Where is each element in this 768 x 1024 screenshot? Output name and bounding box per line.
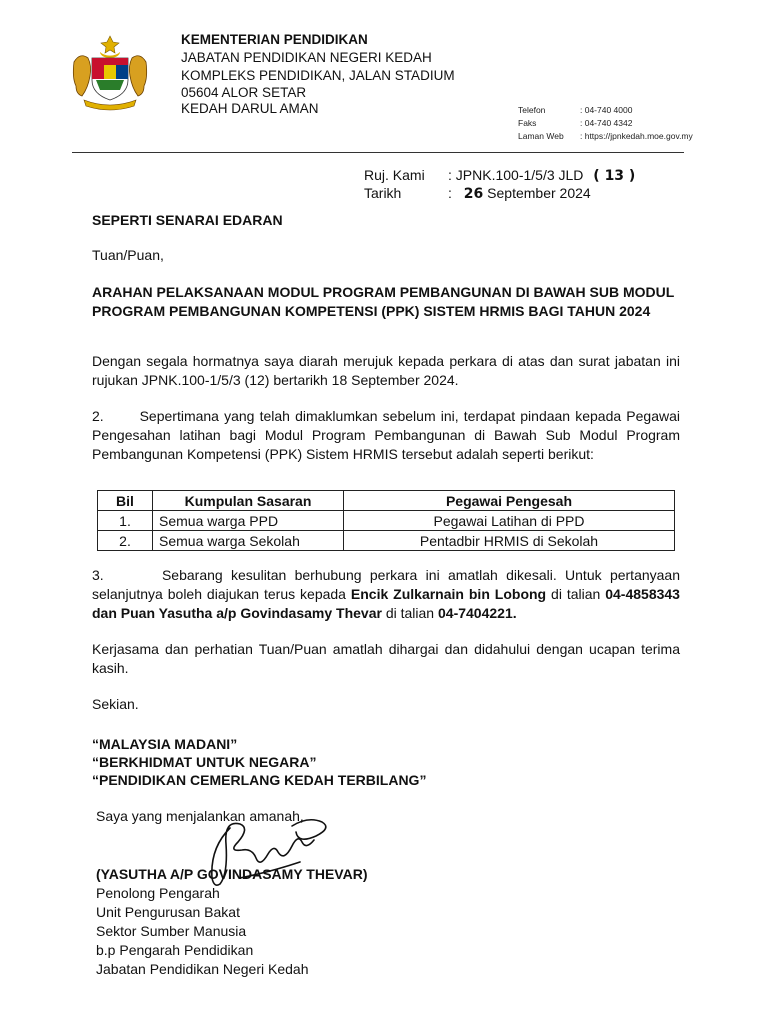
slogan-3: “PENDIDIKAN CEMERLANG KEDAH TERBILANG” bbox=[92, 772, 427, 788]
sign-off: Saya yang menjalankan amanah, bbox=[96, 808, 304, 824]
paragraph-1: Dengan segala hormatnya saya diarah merujuk kepada perkara di atas dan surat jabatan ini rujukan JPNK.100-1/5/3 (12) bertarikh 18 September 2024. bbox=[92, 353, 680, 388]
tarikh-label: Tarikh bbox=[364, 185, 402, 201]
ministry-name: KEMENTERIAN PENDIDIKAN bbox=[181, 32, 368, 47]
para-3-mid-2: di talian bbox=[381, 605, 438, 621]
tarikh-month-year: September 2024 bbox=[487, 185, 591, 201]
contact-row bbox=[518, 130, 697, 143]
contact-label: Faks bbox=[518, 118, 537, 128]
department-name: JABATAN PENDIDIKAN NEGERI KEDAH bbox=[181, 50, 432, 65]
letterhead-divider bbox=[72, 152, 684, 153]
contact-value: : https://jpnkedah.moe.gov.my bbox=[580, 131, 693, 141]
cell-kumpulan: Semua warga Sekolah bbox=[153, 531, 344, 551]
paragraph-4: Kerjasama dan perhatian Tuan/Puan amatlah dihargai dan didahului dengan ucapan terima kasih. bbox=[92, 641, 680, 676]
header-bil: Bil bbox=[98, 491, 153, 511]
tarikh-handwritten-day: 26 bbox=[463, 186, 484, 202]
cell-bil: 1. bbox=[98, 511, 153, 531]
ruj-value: : JPNK.100-1/5/3 JLD bbox=[448, 167, 584, 183]
contact-value: : 04-740 4000 bbox=[580, 105, 633, 115]
subject-heading: ARAHAN PELAKSANAAN MODUL PROGRAM PEMBANGUNAN DI BAWAH SUB MODUL PROGRAM PEMBANGUNAN KOMPETENSI (PPK) SISTEM HRMIS BAGI TAHUN 2024 bbox=[92, 284, 675, 319]
coat-of-arms-logo bbox=[66, 32, 154, 112]
address-line-2: 05604 ALOR SETAR bbox=[181, 85, 307, 100]
signatory-title-5: Jabatan Pendidikan Negeri Kedah bbox=[96, 961, 309, 977]
reference-ruj bbox=[364, 167, 635, 185]
para-3-mid-1: di talian bbox=[546, 586, 606, 602]
para-3-text: 3. Sebarang kesulitan berhubung perkara ini amatlah dikesali. Untuk pertanyaan selanjutnya boleh diajukan terus kepada bbox=[92, 567, 680, 602]
contact-row bbox=[518, 104, 697, 117]
contact-label: Telefon bbox=[518, 105, 546, 115]
tarikh-colon: : bbox=[448, 185, 452, 201]
cell-bil: 2. bbox=[98, 531, 153, 551]
address-line-3: KEDAH DARUL AMAN bbox=[181, 101, 319, 116]
signatory-title-4: b.p Pengarah Pendidikan bbox=[96, 942, 254, 958]
contact-row bbox=[518, 117, 697, 130]
recipient-line: SEPERTI SENARAI EDARAN bbox=[92, 212, 283, 228]
signatory-title-1: Penolong Pengarah bbox=[96, 885, 220, 901]
contact-phone-1: 04-4858343 dan Puan Yasutha a/p Govindasamy Thevar bbox=[92, 586, 680, 621]
table-row bbox=[98, 511, 675, 531]
header-pegawai-pengesah: Pegawai Pengesah bbox=[344, 491, 675, 511]
table-row bbox=[98, 531, 675, 551]
signatory-name: (YASUTHA A/P GOVINDASAMY THEVAR) bbox=[96, 866, 368, 882]
contact-person-1: Encik Zulkarnain bin Lobong bbox=[350, 586, 547, 602]
table-header-row bbox=[98, 491, 675, 511]
contact-label: Laman Web bbox=[518, 131, 564, 141]
paragraph-3 bbox=[92, 566, 680, 623]
ruj-handwritten-number: ( 13 ) bbox=[593, 168, 636, 184]
header-kumpulan-sasaran: Kumpulan Sasaran bbox=[153, 491, 344, 511]
address-line-1: KOMPLEKS PENDIDIKAN, JALAN STADIUM bbox=[181, 68, 455, 83]
signatory-title-3: Sektor Sumber Manusia bbox=[96, 923, 247, 939]
cell-pegawai: Pegawai Latihan di PPD bbox=[344, 511, 675, 531]
slogan-1: “MALAYSIA MADANI” bbox=[92, 736, 238, 752]
cell-pegawai: Pentadbir HRMIS di Sekolah bbox=[344, 531, 675, 551]
slogan-2: “BERKHIDMAT UNTUK NEGARA” bbox=[92, 754, 317, 770]
closing-sekian: Sekian. bbox=[92, 696, 139, 712]
signatory-title-2: Unit Pengurusan Bakat bbox=[96, 904, 240, 920]
paragraph-2: 2. Sepertimana yang telah dimaklumkan sebelum ini, terdapat pindaan kepada Pegawai Pengesahan latihan bagi Modul Program Pembangunan di Bawah Sub Modul Program Pembangunan Kompetensi (PPK) Sistem HRMIS tersebut adalah seperti berikut: bbox=[92, 408, 680, 462]
ruj-label: Ruj. Kami bbox=[364, 167, 425, 183]
contact-value: : 04-740 4342 bbox=[580, 118, 633, 128]
reference-tarikh bbox=[364, 185, 591, 203]
cell-kumpulan: Semua warga PPD bbox=[153, 511, 344, 531]
verification-table bbox=[97, 490, 675, 551]
salutation: Tuan/Puan, bbox=[92, 247, 164, 263]
contact-details bbox=[518, 104, 697, 143]
contact-phone-2: 04-7404221. bbox=[438, 605, 517, 621]
